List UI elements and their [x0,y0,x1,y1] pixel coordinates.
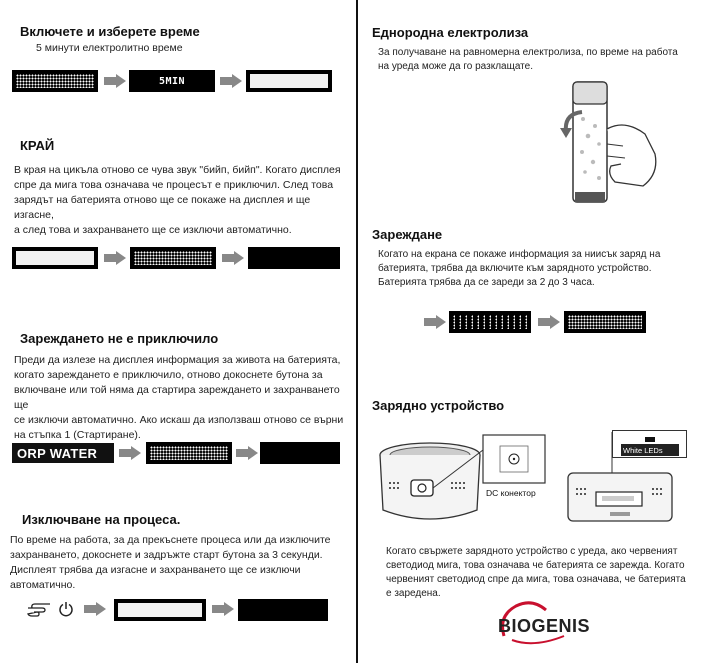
section-title-shutdown: Изключване на процеса. [22,512,181,527]
charger-base-illustration [375,430,485,530]
section-title-charger: Зарядно устройство [372,398,505,413]
text-line: За получаване на равномерна електролиза, по време на работа [378,47,678,58]
lcd-display-off [260,442,340,464]
section-subtitle-5min: 5 минути електролитно време [36,42,183,54]
section-text-end [14,163,348,238]
lcd-display-1 [12,70,98,92]
dc-connector-callout [482,434,546,484]
text-line: зарядът на батерията отново ще се покаже на дисплея и ще изгасне, [14,194,311,221]
led-indicator [645,437,655,442]
white-leds-label: White LEDs [623,446,663,455]
text-line: захранването, докоснете и задръжте старт бутона за 3 секунди. [10,549,323,561]
text-line: включване или той няма да стартира зареждането и захранването ще [14,384,340,411]
text-line: Преди да излезе на дисплея информация за живота на батерията, [14,354,341,366]
lcd-display-low-battery [449,311,531,333]
right-arrow-icon [104,251,126,265]
text-line: се изключи автоматично. Ако искаш да използваш отново се върни [14,414,344,426]
lcd-display-battery [146,442,232,464]
power-icon [58,601,74,617]
text-line: В края на цикъла отново се чува звук "бийп, бийп". Когато дисплея [14,164,341,176]
lcd-display-charging [564,311,646,333]
right-arrow-icon [220,74,242,88]
section-text-charging [378,248,698,290]
text-line: батерията, трябва да включите към зарядното устройство. [378,263,652,274]
lcd-display-blink [12,247,98,269]
section-text-charger [386,545,702,601]
lcd-display-blink [246,70,332,92]
text-line: Батерията трябва да се зареди за 2 до 3 часа. [378,277,595,288]
lcd-display-battery [130,247,216,269]
text-line: По време на работа, за да прекъснете процеса или да изключите [10,534,331,546]
section-title-uniform-electrolysis: Еднородна електролиза [372,25,529,40]
right-arrow-icon [222,251,244,265]
text-line: е заредена. [386,588,441,599]
lcd-5min-label: 5MIN [158,75,186,87]
text-line: автоматично. [10,579,76,591]
text-line: червеният светодиод спре да мига, това означава, че батерията [386,574,686,585]
right-arrow-icon [424,315,446,329]
text-line: светодиод мига, това означава че батерията се зарежда. Когато [386,560,685,571]
right-arrow-icon [84,602,106,616]
text-line: когато зареждането е приключило, отново докоснете бутона за [14,369,323,381]
dc-connector-label: DC конектор [486,488,536,498]
text-line: Дисплеят трябва да изгасне и захранването ще се изключи [10,564,301,576]
text-line: на стъпка 1 (Стартиране). [14,429,141,441]
section-title-end: КРАЙ [20,138,55,153]
right-arrow-icon [212,602,234,616]
lcd-display-off [238,599,328,621]
section-text-shutdown [10,533,350,593]
section-text-not-finished [14,353,348,443]
biogenis-logo [494,596,594,646]
lcd-display-orp-water: ORP WATER [12,443,114,463]
text-line: Когато свържете зарядното устройство с уреда, ако червеният [386,546,678,557]
text-line: а след това и захранването ще се изключи автоматично. [14,224,292,236]
white-leds-callout [612,430,687,458]
text-line: Когато на екрана се покаже информация за ниисък заряд на [378,249,661,260]
right-arrow-icon [119,446,141,460]
right-arrow-icon [104,74,126,88]
hand-pointer-icon [26,600,54,620]
biogenis-logo-text: BIOGENIS [498,616,591,636]
text-line: спре да мига това означава че процесът е приключил. След това [14,179,334,191]
shake-arrow-icon [560,108,586,138]
lcd-display-5min [129,70,215,92]
section-text-uniform [378,46,698,74]
text-line: на уреда можe да го разклащате. [378,61,533,72]
section-title-not-finished: Зареждането не е приключило [20,331,219,346]
section-title-charging: Зареждане [372,227,443,242]
bottle-shake-illustration [555,74,665,214]
section-title-turn-on: Включете и изберете време [20,24,200,39]
lcd-display-blink [114,599,206,621]
right-arrow-icon [538,315,560,329]
right-arrow-icon [236,446,258,460]
lcd-display-off [248,247,340,269]
column-divider [356,0,358,663]
